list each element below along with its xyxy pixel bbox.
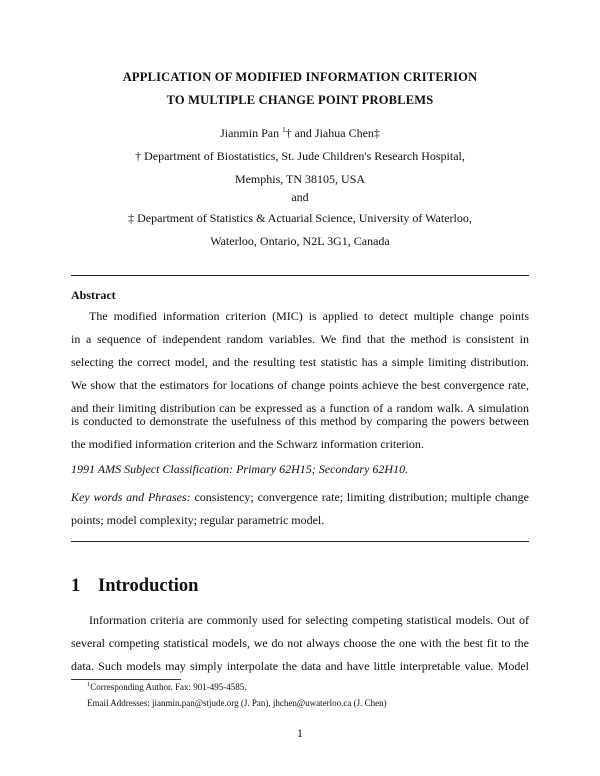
author-line (0, 126, 600, 141)
affiliation-line-2: Memphis, TN 38105, USA (234, 172, 366, 186)
footnote-rule (71, 679, 181, 680)
paper-title-line-2: TO MULTIPLE CHANGE POINT PROBLEMS (166, 93, 434, 107)
keywords-line-2: points; model complexity; regular parametric model. (71, 513, 325, 527)
abstract-line-2: in a sequence of independent random variables. We find that the method is consistent in (71, 332, 529, 346)
abstract-bottom-rule (71, 541, 529, 542)
keywords-line-1 (71, 490, 529, 505)
paper-title-line-1: APPLICATION OF MODIFIED INFORMATION CRITERION (122, 70, 478, 84)
keywords-text-1: consistency; convergence rate; limiting distribution; multiple change (190, 490, 529, 504)
author-rest: † and Jiahua Chen‡ (285, 126, 380, 140)
footnote-marker: 1 (282, 126, 286, 134)
abstract-heading: Abstract (71, 288, 116, 302)
abstract-line-1: The modified information criterion (MIC) is applied to detect multiple change points (89, 309, 529, 323)
abstract-line-4: We show that the estimators for locations of change points achieve the best convergence rate, (71, 378, 529, 392)
section-title: Introduction (98, 576, 199, 596)
page-number: 1 (297, 726, 303, 740)
abstract-line-3: selecting the correct model, and the resulting test statistic has a simple limiting distribution. (71, 355, 529, 369)
affiliation-line-1: † Department of Biostatistics, St. Jude Children's Research Hospital, (135, 149, 465, 163)
affiliation-and: and (291, 190, 309, 204)
intro-line-1: Information criteria are commonly used for selecting competing statistical models. Out of (89, 613, 529, 627)
section-number: 1 (71, 576, 81, 596)
intro-line-3: data. Such models may simply interpolate the data and have little interpretable value. Model (71, 659, 529, 673)
intro-line-2: several competing statistical models, we do not always choose the one with the best fit to the (71, 636, 529, 650)
footnote-number: 1 (87, 681, 91, 688)
footnote-line-1 (87, 681, 247, 692)
abstract-top-rule (71, 275, 529, 276)
author-name-1: Jianmin Pan (220, 126, 280, 140)
abstract-line-5: and their limiting distribution can be expressed as a function of a random walk. A simulation (71, 401, 529, 415)
footnote-line-2: Email Addresses: jianmin.pan@stjude.org (J. Pan), jhchen@uwaterloo.ca (J. Chen) (87, 698, 387, 708)
footnote-text-1: Corresponding Author. Fax: 901-495-4585. (90, 682, 247, 692)
section-heading (71, 576, 198, 597)
ams-classification: 1991 AMS Subject Classification: Primary 62H15; Secondary 62H10. (71, 462, 409, 476)
affiliation-line-4: Waterloo, Ontario, N2L 3G1, Canada (210, 234, 390, 248)
abstract-line-7: the modified information criterion and the Schwarz information criterion. (71, 437, 424, 451)
keywords-label: Key words and Phrases: (71, 490, 191, 504)
abstract-line-6: is conducted to demonstrate the usefulness of this method by comparing the powers between (71, 414, 529, 428)
affiliation-line-3: ‡ Department of Statistics & Actuarial Science, University of Waterloo, (128, 211, 472, 225)
